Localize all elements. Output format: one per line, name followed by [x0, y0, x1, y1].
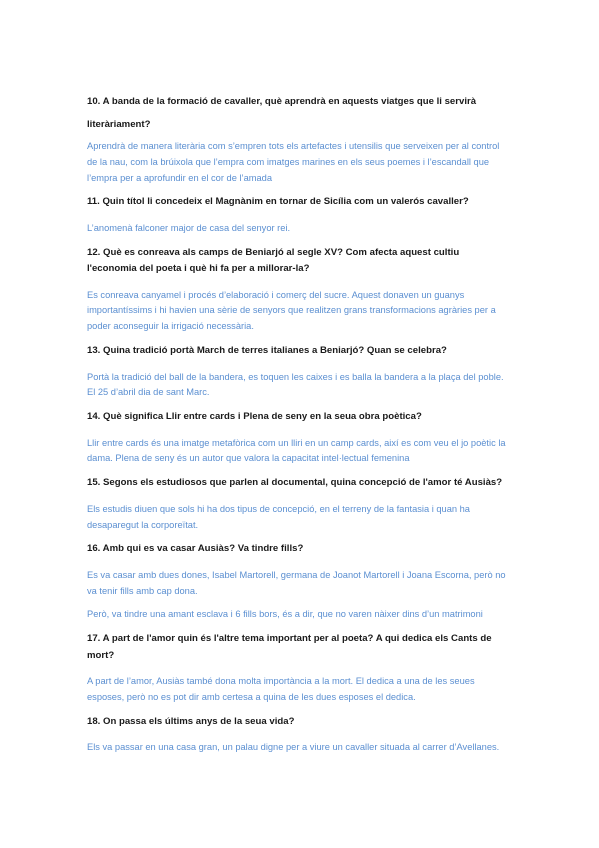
- answer-11: L’anomenà falconer major de casa del senyor rei.: [87, 222, 291, 233]
- question-16: 16. Amb qui es va casar Ausiàs? Va tindre fills?: [87, 543, 304, 555]
- question-17: 17. A part de l'amor quin és l'altre tema important per al poeta? A qui dedica els Cants de mort?: [87, 633, 492, 661]
- question-10: [87, 94, 509, 133]
- answer-17: A part de l’amor, Ausiàs també dona molta importància a la mort. El dedica a una de les seues esposes, però no es pot dir amb certesa a quina de les dues esposes el dedica.: [87, 676, 475, 703]
- question-11: 11. Quin títol li concedeix el Magnànim en tornar de Sicília com un valerós cavaller?: [87, 196, 469, 208]
- answer-15: Els estudis diuen que sols hi ha dos tipus de concepció, en el terreny de la fantasia i quan ha desaparegut la corporeïtat.: [87, 503, 470, 530]
- question-12: 12. Què es conreava als camps de Beniarjó al segle XV? Com afecta aquest cultiu l'economia del poeta i què hi fa per a millorar-la?: [87, 246, 460, 275]
- answer-10: Aprendrà de manera literària com s’empren tots els artefactes i utensilis que serveixen per al control de la nau, com la brúixola que l’empra com imatges marines en els seus poemes i l’escandall que l’empra per a aprofundir en el cor de l’amada: [87, 141, 500, 183]
- question-13: 13. Quina tradició portà March de terres italianes a Beniarjó? Quan se celebra?: [87, 345, 447, 357]
- answer-12: Es conreava canyamel i procés d’elaboració i comerç del sucre. Aquest donaven un guanys importantíssims i hi havien una sèrie de senyors que realitzen grans transformacions agràries per a poder aconseguir la irrigació necessària.: [87, 289, 496, 332]
- answer-13: Portà la tradició del ball de la bandera, es toquen les caixes i es balla la bandera a la plaça del poble. El 25 d’abril dia de sant Marc.: [87, 371, 504, 398]
- question-18: 18. On passa els últims anys de la seua vida?: [87, 715, 295, 727]
- question-14: 14. Què significa Llir entre cards i Plena de seny en la seua obra poètica?: [87, 411, 422, 423]
- answer-16-paragraph-2: Però, va tindre una amant esclava i 6 fills bors, és a dir, que no varen nàixer dins d’un matrimoni: [87, 609, 483, 620]
- answer-18: Els va passar en una casa gran, un palau digne per a viure un cavaller situada al carrer d’Avellanes.: [87, 742, 500, 753]
- answer-14: Llir entre cards és una imatge metafòrica com un lliri en un camp cards, així es com veu el jo poètic la dama. Plena de seny és un autor que valora la capacitat intel·lectual femenina: [87, 437, 506, 464]
- answer-16: [87, 568, 509, 623]
- question-10-text: 10. A banda de la formació de cavaller, què aprendrà en aquests viatges que li servirà: [87, 96, 477, 107]
- question-15: 15. Segons els estudiosos que parlen al documental, quina concepció de l'amor té Ausiàs?: [87, 477, 503, 489]
- question-10-text-continued: literàriament?: [87, 118, 151, 130]
- answer-16-paragraph-1: Es va casar amb dues dones, Isabel Martorell, germana de Joanot Martorell i Joana Escorna, però no va tenir fills amb cap dona.: [87, 569, 506, 596]
